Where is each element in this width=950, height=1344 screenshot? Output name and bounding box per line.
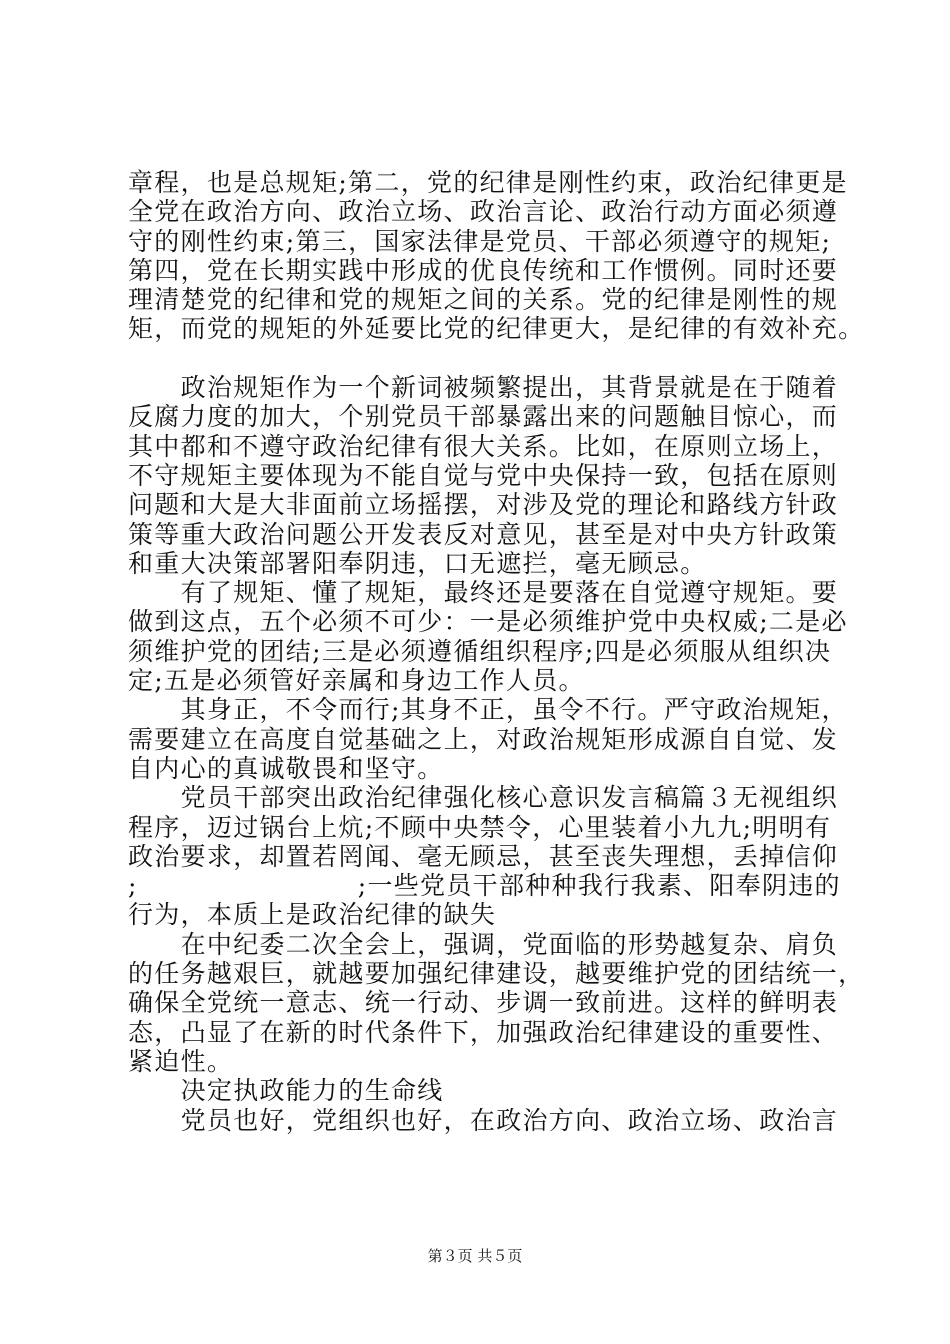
- text-line: 在中纪委二次全会上，强调，党面临的形势越复杂、肩负: [128, 929, 839, 959]
- text-line: 和重大决策部署阳奉阴违，口无遮拦，毫无顾忌。: [128, 548, 707, 578]
- text-line: 守的刚性约束;第三，国家法律是党员、干部必须遵守的规矩;: [128, 226, 832, 256]
- text-line: 行为，本质上是政治纪律的缺失: [128, 900, 497, 930]
- text-line: 其中都和不遵守政治纪律有很大关系。比如，在原则立场上，: [128, 431, 839, 461]
- semicolon-start: ;: [128, 871, 138, 901]
- text-line: 不守规矩主要体现为不能自觉与党中央保持一致，包括在原则: [128, 460, 839, 490]
- text-line: 有了规矩、懂了规矩，最终还是要落在自觉遵守规矩。要: [128, 578, 839, 608]
- paragraph-6: [128, 929, 865, 1076]
- text-line: 需要建立在高度自觉基础之上，对政治规矩形成源自自觉、发: [128, 724, 839, 754]
- text-line: 政治要求，却置若罔闻、毫无顾忌，甚至丧失理想，丢掉信仰: [128, 841, 839, 871]
- text-line: 确保全党统一意志、统一行动、步调一致前进。这样的鲜明表: [128, 988, 839, 1018]
- text-line: 全党在政治方向、政治立场、政治言论、政治行动方面必须遵: [128, 197, 839, 227]
- page-number-footer: 第３页 共５页: [427, 1247, 523, 1265]
- text-line: 党员也好，党组织也好，在政治方向、政治立场、政治言: [128, 1105, 839, 1135]
- text-line: 问题和大是大非面前立场摇摆，对涉及党的理论和路线方针政: [128, 490, 839, 520]
- text-line: 定;五是必须管好亲属和身边工作人员。: [128, 666, 585, 696]
- text-line: 态，凸显了在新的时代条件下，加强政治纪律建设的重要性、: [128, 1017, 839, 1047]
- paragraph-1: [128, 168, 865, 344]
- text-line: [128, 871, 841, 901]
- text-line: 章程，也是总规矩;第二，党的纪律是刚性约束，政治纪律更是: [128, 168, 848, 197]
- text-line: 政治规矩作为一个新词被频繁提出，其背景就是在于随着: [128, 373, 839, 403]
- text-line: 须维护党的团结;三是必须遵循组织程序;四是必须服从组织决: [128, 636, 832, 666]
- paragraph-2: [128, 373, 839, 578]
- paragraph-3: [128, 578, 848, 696]
- text-line: 反腐力度的加大，个别党员干部暴露出来的问题触目惊心，而: [128, 402, 839, 432]
- text-line: 的任务越艰巨，就越要加强纪律建设，越要维护党的团结统一，: [128, 959, 865, 989]
- paragraph-gap: [128, 344, 834, 373]
- text-line: 程序，迈过锅台上炕;不顾中央禁令，心里装着小九九;明明有: [128, 812, 832, 842]
- text-line: 矩，而党的规矩的外延要比党的纪律更大，是纪律的有效补充。: [128, 314, 865, 344]
- text-line: 紧迫性。: [128, 1046, 234, 1076]
- text-line-end: ;一些党员干部种种我行我素、阳奉阴违的: [357, 871, 841, 901]
- text-line: 第四，党在长期实践中形成的优良传统和工作惯例。同时还要: [128, 255, 839, 285]
- paragraph-4: [128, 695, 848, 783]
- text-line: 理清楚党的纪律和党的规矩之间的关系。党的纪律是刚性的规: [128, 285, 839, 315]
- document-body: [128, 168, 865, 1135]
- text-line: 党员干部突出政治纪律强化核心意识发言稿篇３无视组织: [128, 783, 839, 813]
- text-line: 策等重大政治问题公开发表反对意见，甚至是对中央方针政策: [128, 519, 839, 549]
- text-line: 其身正，不令而行;其身不正，虽令不行。严守政治规矩，: [128, 695, 848, 725]
- paragraph-5: [128, 783, 841, 930]
- text-line: 做到这点，五个必须不可少：一是必须维护党中央权威;二是必: [128, 607, 848, 637]
- section-heading: 决定执政能力的生命线: [128, 1076, 444, 1106]
- text-line: 自内心的真诚敬畏和坚守。: [128, 753, 444, 783]
